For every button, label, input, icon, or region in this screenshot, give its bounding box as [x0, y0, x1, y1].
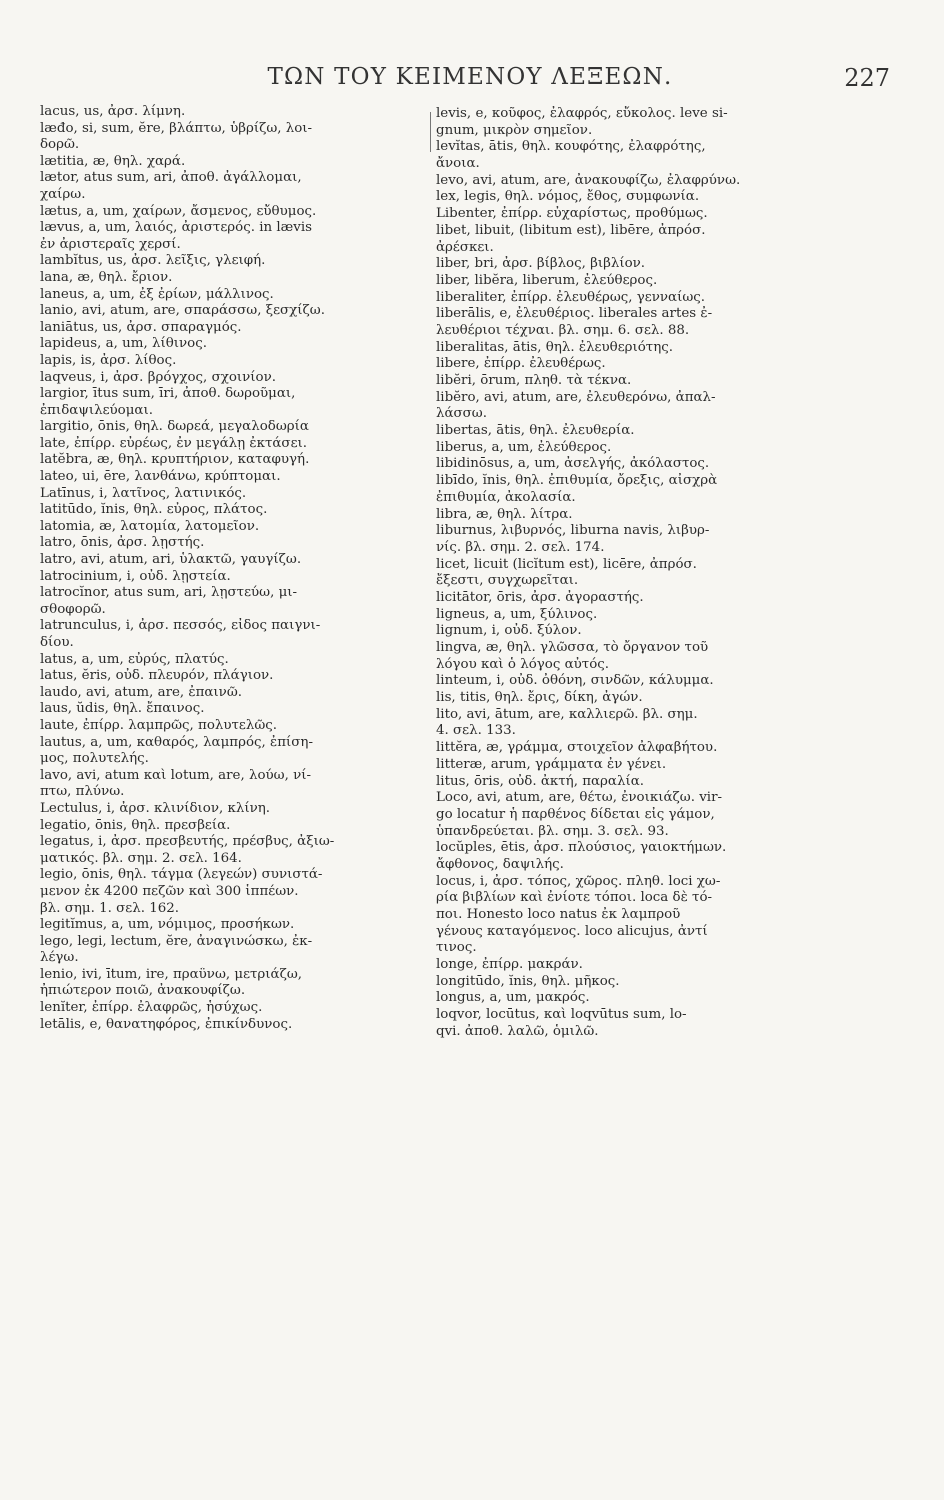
dictionary-line: late, ἐπίρρ. εὐρέως, ἐν μεγάλῃ ἐκτάσει. — [40, 435, 308, 451]
dictionary-line: locus, i, ἀρσ. τόπος, χῶρος. πληθ. loci χω- — [436, 873, 721, 889]
dictionary-line: longe, ἐπίρρ. μακράν. — [436, 957, 583, 973]
dictionary-line: ligneus, a, um, ξύλινος. — [436, 606, 598, 622]
dictionary-line: lautus, a, um, καθαρός, λαμπρός, ἐπίση- — [40, 734, 313, 750]
dictionary-line: libet, libuit, (libitum est), libēre, ἀπρόσ. — [436, 222, 706, 238]
dictionary-line: latitūdo, ĭnis, θηλ. εὖρος, πλάτος. — [40, 502, 268, 518]
dictionary-line: latro, avi, atum, ari, ὑλακτῶ, γαυγίζω. — [40, 552, 302, 568]
dictionary-line: latro, ōnis, ἀρσ. λῃστής. — [40, 535, 205, 551]
column-divider — [430, 112, 431, 152]
dictionary-line: latus, ĕris, οὐδ. πλευρόν, πλάγιον. — [40, 668, 274, 684]
dictionary-line: latus, a, um, εὐρύς, πλατύς. — [40, 651, 229, 667]
dictionary-line: litteræ, arum, γράμματα ἐν γένει. — [436, 756, 667, 772]
dictionary-line: μενον ἐκ 4200 πεζῶν καὶ 300 ἱππέων. — [40, 883, 299, 899]
dictionary-line: ἐν ἀριστεραῖς χερσί. — [40, 236, 181, 252]
dictionary-line: legio, ōnis, θηλ. τάγμα (λεγεών) συνιστά- — [40, 867, 323, 883]
dictionary-line: go locatur ἡ παρθένος δίδεται εἰς γάμον, — [436, 806, 715, 822]
dictionary-line: latrocĭnor, atus sum, ari, λῃστεύω, μι- — [40, 585, 298, 601]
dictionary-line: lapideus, a, um, λίθινος. — [40, 336, 207, 352]
dictionary-line: ἐπιδαψιλεύομαι. — [40, 402, 153, 418]
dictionary-line: littĕra, æ, γράμμα, στοιχεῖον ἀλφαβήτου. — [436, 740, 718, 756]
dictionary-line: liberus, a, um, ἐλεύθερος. — [436, 439, 612, 455]
dictionary-line: levo, avi, atum, are, ἀνακουφίζω, ἐλαφρύνω. — [436, 172, 741, 188]
dictionary-line: νίς. βλ. σημ. 2. σελ. 174. — [436, 539, 605, 555]
dictionary-line: δίου. — [40, 635, 74, 650]
dictionary-line: loqvor, locūtus, καὶ loqvūtus sum, lo- — [436, 1007, 687, 1023]
dictionary-line: lacus, us, ἀρσ. λίμνη. — [40, 104, 186, 119]
dictionary-line: lego, legi, lectum, ĕre, ἀναγινώσκω, ἐκ- — [40, 933, 313, 949]
dictionary-line: lævus, a, um, λαιός, ἀριστερός. in lævis — [40, 220, 312, 236]
dictionary-line: legatus, i, ἀρσ. πρεσβευτής, πρέσβυς, ἀξιω- — [40, 834, 335, 850]
dictionary-line: ρία βιβλίων καὶ ἐνίοτε τόποι. loca δὲ τό- — [436, 890, 713, 906]
dictionary-line: lætus, a, um, χαίρων, ἄσμενος, εὔθυμος. — [40, 203, 317, 219]
dictionary-line: lana, æ, θηλ. ἔριον. — [40, 269, 173, 285]
dictionary-line: lenio, ivi, ītum, ire, πραΰνω, μετριάζω, — [40, 966, 303, 982]
dictionary-line: latrocinium, i, οὐδ. λῃστεία. — [40, 568, 231, 584]
dictionary-line: λευθέριοι τέχναι. βλ. σημ. 6. σελ. 88. — [436, 322, 690, 338]
dictionary-line: lignum, i, οὐδ. ξύλον. — [436, 623, 582, 639]
dictionary-line: τινος. — [436, 940, 477, 956]
dictionary-line: lanio, avi, atum, are, σπαράσσω, ξεσχίζω. — [40, 303, 325, 319]
dictionary-line: ἀρέσκει. — [436, 239, 494, 255]
page-number: 227 — [844, 64, 890, 92]
running-title: ΤΩΝ ΤΟΥ ΚΕΙΜΕΝΟΥ ΛΕΞΕΩΝ. — [267, 64, 673, 90]
dictionary-line: lætitia, æ, θηλ. χαρά. — [40, 153, 186, 169]
dictionary-line: σθοφορῶ. — [40, 601, 106, 617]
dictionary-line: ἠπιώτερον ποιῶ, ἀνακουφίζω. — [40, 983, 246, 999]
dictionary-line: lambĭtus, us, ἀρσ. λεῖξις, γλειφή. — [40, 253, 266, 269]
dictionary-line: Loco, avi, atum, are, θέτω, ἐνοικιάζω. vir- — [436, 790, 722, 806]
dictionary-line: 4. σελ. 133. — [436, 723, 516, 739]
dictionary-line: Lectulus, i, ἀρσ. κλινίδιον, κλίνη. — [40, 800, 271, 816]
dictionary-line: largior, ītus sum, īri, ἀποθ. δωροῦμαι, — [40, 386, 296, 402]
dictionary-line: βλ. σημ. 1. σελ. 162. — [40, 900, 180, 916]
dictionary-line: lætor, atus sum, ari, ἀποθ. ἀγάλλομαι, — [40, 170, 302, 186]
dictionary-line: ἔξεστι, συγχωρεῖται. — [436, 573, 579, 589]
dictionary-line: Libenter, ἐπίρρ. εὐχαρίστως, προθύμως. — [436, 206, 708, 222]
dictionary-line: gnum, μικρὸν σημεῖον. — [436, 122, 593, 138]
dictionary-line: laudo, avi, atum, are, ἐπαινῶ. — [40, 684, 242, 700]
dictionary-line: latrunculus, i, ἀρσ. πεσσός, εἶδος παιγνι- — [40, 618, 321, 634]
dictionary-line: μος, πολυτελής. — [40, 751, 149, 767]
dictionary-line: laneus, a, um, ἐξ ἐρίων, μάλλινος. — [40, 286, 274, 302]
dictionary-line: ἄνοια. — [436, 156, 480, 172]
dictionary-line: longitūdo, ĭnis, θηλ. μῆκος. — [436, 973, 620, 989]
dictionary-line: locŭples, ētis, ἀρσ. πλούσιος, γαιοκτήμων. — [436, 840, 727, 856]
dictionary-line: legatio, ōnis, θηλ. πρεσβεία. — [40, 817, 231, 833]
dictionary-line: levĭtas, ātis, θηλ. κουφότης, ἐλαφρότης, — [436, 139, 706, 155]
dictionary-line: libra, æ, θηλ. λίτρα. — [436, 506, 573, 522]
dictionary-line: qvi. ἀποθ. λαλῶ, ὁμιλῶ. — [436, 1023, 599, 1039]
right-column — [436, 106, 836, 1041]
dictionary-line: δορῶ. — [40, 137, 80, 153]
dictionary-line: lavo, avi, atum καὶ lotum, are, λούω, νί- — [40, 767, 312, 783]
dictionary-line: ὑπανδρεύεται. βλ. σημ. 3. σελ. 93. — [436, 823, 669, 839]
dictionary-line: liberalitas, ātis, θηλ. ἐλευθεριότης. — [436, 339, 673, 355]
dictionary-line: lateo, ui, ēre, λανθάνω, κρύπτομαι. — [40, 469, 281, 485]
dictionary-line: linteum, i, οὐδ. ὀθόνη, σινδῶν, κάλυμμα. — [436, 673, 714, 689]
dictionary-line: λάσσω. — [436, 406, 487, 422]
dictionary-line: latomia, æ, λατομία, λατομεῖον. — [40, 518, 260, 534]
dictionary-line: litus, ōris, οὐδ. ἀκτή, παραλία. — [436, 773, 645, 789]
dictionary-line: lito, avi, ātum, are, καλλιερῶ. βλ. σημ. — [436, 706, 698, 722]
dictionary-line: γένους καταγόμενος. loco alicujus, ἀντί — [436, 923, 708, 939]
page-header — [40, 64, 900, 104]
dictionary-line: libīdo, ĭnis, θηλ. ἐπιθυμία, ὄρεξις, αἰσχρὰ — [436, 473, 718, 489]
dictionary-line: lex, legis, θηλ. νόμος, ἔθος, συμφωνία. — [436, 189, 700, 205]
dictionary-line: libĕri, ōrum, πληθ. τὰ τέκνα. — [436, 373, 632, 388]
dictionary-line: λόγου καὶ ὁ λόγος αὐτός. — [436, 656, 610, 672]
dictionary-line: ποι. Honesto loco natus ἐκ λαμπροῦ — [436, 907, 681, 922]
dictionary-line: λέγω. — [40, 950, 79, 966]
dictionary-line: laus, ŭdis, θηλ. ἔπαινος. — [40, 701, 205, 717]
dictionary-line: ἐπιθυμία, ἀκολασία. — [436, 489, 576, 505]
dictionary-line: ἄφθονος, δαψιλής. — [436, 856, 564, 872]
dictionary-line: laqveus, i, ἀρσ. βρόγχος, σχοινίον. — [40, 369, 276, 385]
dictionary-line: legitĭmus, a, um, νόμιμος, προσήκων. — [40, 917, 295, 933]
dictionary-line: libidinōsus, a, um, ἀσελγής, ἀκόλαστος. — [436, 456, 710, 472]
dictionary-line: libere, ἐπίρρ. ἐλευθέρως. — [436, 356, 606, 372]
dictionary-line: ματικός. βλ. σημ. 2. σελ. 164. — [40, 850, 242, 866]
dictionary-line: liberālis, e, ἐλευθέριος. liberales artes ἐ- — [436, 306, 713, 322]
dictionary-line: longus, a, um, μακρός. — [436, 990, 590, 1006]
dictionary-line: Latīnus, i, λατῖνος, λατινικός. — [40, 485, 247, 501]
dictionary-line: latĕbra, æ, θηλ. κρυπτήριον, καταφυγή. — [40, 452, 310, 468]
dictionary-line: lingva, æ, θηλ. γλῶσσα, τὸ ὄργανον τοῦ — [436, 640, 709, 655]
dictionary-line: levis, e, κοῦφος, ἐλαφρός, εὔκολος. leve si- — [436, 106, 728, 121]
dictionary-line: largitio, ōnis, θηλ. δωρεά, μεγαλοδωρία — [40, 419, 309, 435]
left-column — [40, 104, 425, 1033]
dictionary-line: lis, titis, θηλ. ἔρις, δίκη, ἀγών. — [436, 690, 643, 706]
dictionary-line: πτω, πλύνω. — [40, 784, 125, 800]
dictionary-line: letālis, e, θανατηφόρος, ἐπικίνδυνος. — [40, 1016, 293, 1032]
dictionary-line: licet, licuit (licĭtum est), licēre, ἀπρόσ. — [436, 556, 697, 572]
dictionary-line: liberaliter, ἐπίρρ. ἐλευθέρως, γενναίως. — [436, 289, 705, 305]
dictionary-line: laute, ἐπίρρ. λαμπρῶς, πολυτελῶς. — [40, 717, 278, 733]
dictionary-line: liber, libĕra, liberum, ἐλεύθερος. — [436, 272, 658, 288]
dictionary-line: χαίρω. — [40, 186, 86, 202]
dictionary-line: lenĭter, ἐπίρρ. ἐλαφρῶς, ἡσύχως. — [40, 1000, 263, 1016]
dictionary-line: liburnus, λιβυρνός, liburna navis, λιβυρ- — [436, 523, 710, 539]
dictionary-line: læđo, si, sum, ĕre, βλάπτω, ὑβρίζω, λοι- — [40, 120, 313, 136]
dictionary-line: laniātus, us, ἀρσ. σπαραγμός. — [40, 319, 242, 335]
dictionary-line: libertas, ātis, θηλ. ἐλευθερία. — [436, 423, 635, 439]
dictionary-line: licitātor, ōris, ἀρσ. ἀγοραστής. — [436, 589, 644, 605]
dictionary-line: lapis, is, ἀρσ. λίθος. — [40, 352, 177, 368]
dictionary-line: libĕro, avi, atum, are, ἐλευθερόνω, ἀπαλ- — [436, 389, 716, 405]
dictionary-line: liber, bri, ἀρσ. βίβλος, βιβλίον. — [436, 256, 646, 272]
